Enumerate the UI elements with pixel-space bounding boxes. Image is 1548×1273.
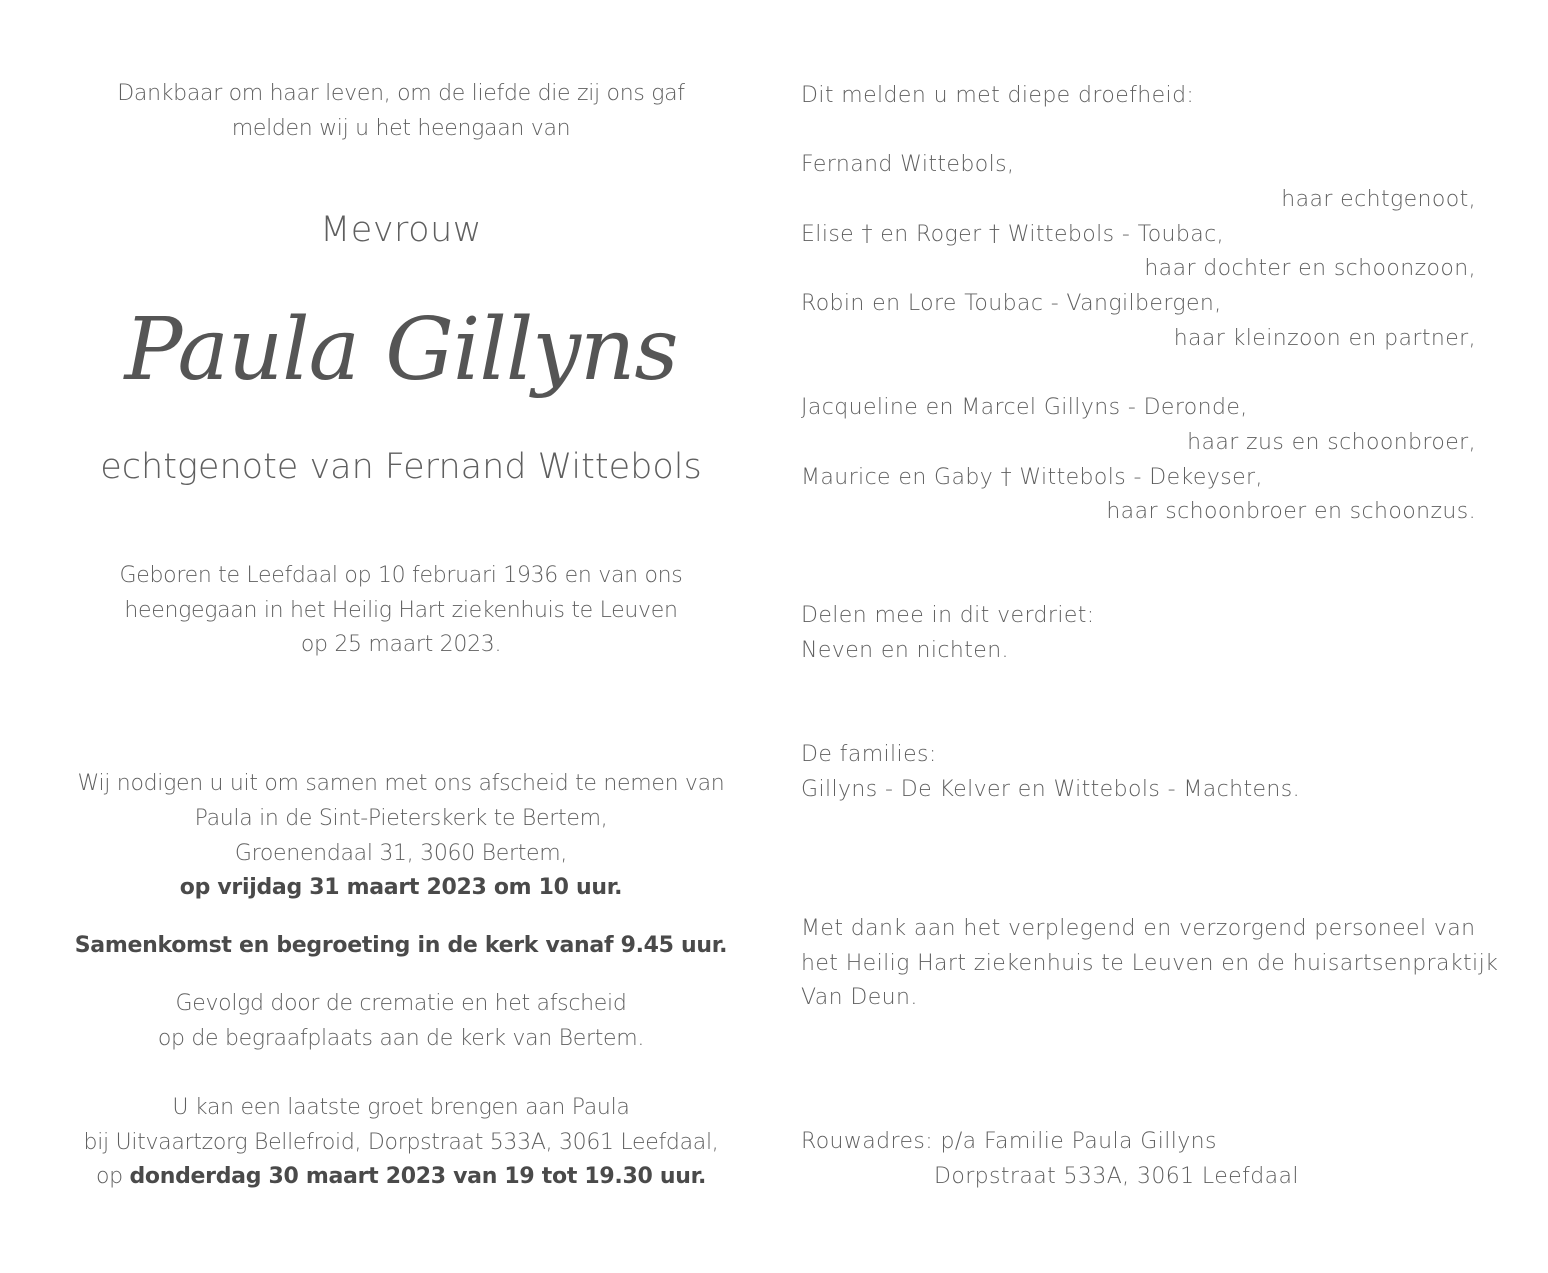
intro-line-2: melden wij u het heengaan van (231, 116, 571, 141)
visit-line-3-prefix: op (95, 1164, 130, 1189)
born-line-1: Geboren te Leefdaal op 10 februari 1936 en van ons (119, 563, 683, 588)
share-line-1: Delen mee in dit verdriet: (801, 603, 1095, 628)
thanks-line-1: Met dank aan het verplegend en verzorgend personeel van (801, 916, 1476, 941)
families-line-2: Gillyns - De Kelver en Wittebols - Machtens. (801, 777, 1301, 802)
family-member-name: Fernand Wittebols, (801, 152, 1015, 177)
invite-line-1: Wij nodigen u uit om samen met ons afscheid te nemen van (77, 771, 725, 796)
family-member-relation: haar kleinzoon en partner, (1173, 326, 1476, 351)
mourning-address-label: Rouwadres: p/a Familie Paula Gillyns (801, 1129, 1217, 1154)
family-member-relation: haar schoonbroer en schoonzus. (1106, 499, 1476, 524)
visit-line-3 (0, 1164, 802, 1189)
thanks-line-2: het Heilig Hart ziekenhuis te Leuven en de huisartsenpraktijk (801, 951, 1499, 976)
invite-line-3: Groenendaal 31, 3060 Bertem, (234, 841, 568, 866)
born-line-2: heengegaan in het Heilig Hart ziekenhuis te Leuven (124, 598, 678, 623)
family-member-name: Maurice en Gaby † Wittebols - Dekeyser, (801, 465, 1263, 490)
service-datetime: op vrijdag 31 maart 2023 om 10 uur. (179, 875, 623, 900)
family-member-relation: haar dochter en schoonzoon, (1144, 256, 1476, 281)
deceased-name: Paula Gillyns (124, 300, 678, 400)
born-line-3: op 25 maart 2023. (300, 632, 502, 657)
family-member-name: Robin en Lore Toubac - Vangilbergen, (801, 291, 1222, 316)
invite-line-2: Paula in de Sint-Pieterskerk te Bertem, (194, 806, 608, 831)
thanks-line-3: Van Deun. (801, 985, 918, 1010)
intro-line-1: Dankbaar om haar leven, om de liefde die zij ons gaf (117, 81, 685, 106)
mourning-address-street: Dorpstraat 533A, 3061 Leefdaal (934, 1164, 1299, 1189)
followed-line-1: Gevolgd door de crematie en het afscheid (175, 991, 627, 1016)
gathering-line: Samenkomst en begroeting in de kerk vanaf 9.45 uur. (74, 933, 728, 958)
spouse-line: echtgenote van Fernand Wittebols (100, 447, 702, 487)
visit-line-2: bij Uitvaartzorg Bellefroid, Dorpstraat 533A, 3061 Leefdaal, (83, 1130, 719, 1155)
mourners-intro: Dit melden u met diepe droefheid: (801, 83, 1195, 108)
visit-line-1: U kan een laatste groet brengen aan Paula (172, 1095, 630, 1120)
family-member-name: Elise † en Roger † Wittebols - Toubac, (801, 222, 1225, 247)
share-line-2: Neven en nichten. (801, 638, 1009, 663)
families-line-1: De families: (801, 742, 937, 767)
family-member-relation: haar zus en schoonbroer, (1187, 430, 1476, 455)
family-member-name: Jacqueline en Marcel Gillyns - Deronde, (801, 395, 1248, 420)
followed-line-2: op de begraafplaats aan de kerk van Bertem. (157, 1026, 645, 1051)
salutation: Mevrouw (320, 210, 482, 250)
visit-datetime: donderdag 30 maart 2023 van 19 tot 19.30 uur. (129, 1164, 707, 1189)
family-member-relation: haar echtgenoot, (1281, 187, 1476, 212)
